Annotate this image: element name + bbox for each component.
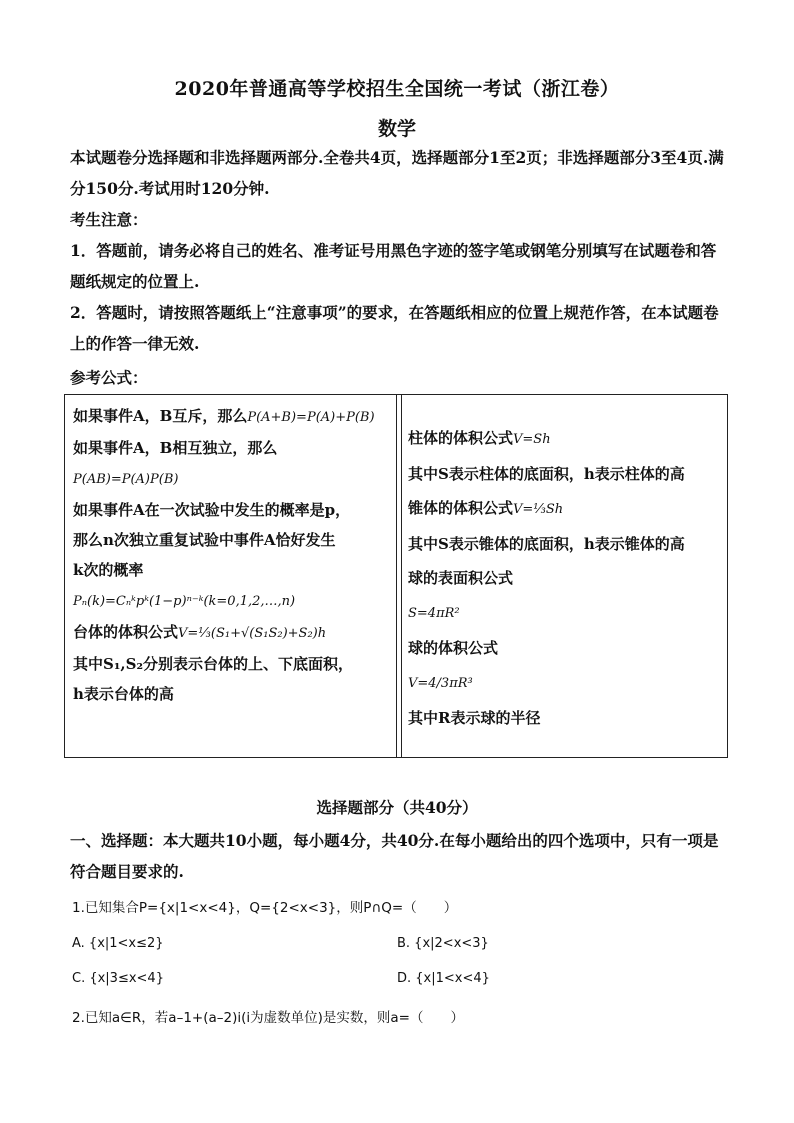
formula-math: P(AB)=P(A)P(B) (73, 472, 179, 487)
section-title: 选择题部分（共40分） (316, 798, 478, 817)
formula-text: 如果事件A在一次试验中发生的概率是p， (73, 501, 351, 519)
formula-math: Pₙ(k)=Cₙᵏpᵏ(1−p)ⁿ⁻ᵏ(k=0,1,2,…,n) (73, 594, 296, 609)
formula-line (73, 649, 390, 679)
formula-text: 如果事件A，B互斥，那么 (73, 407, 248, 425)
question-1-option-d: D. {x|1<x<4} (397, 971, 490, 986)
formula-line (408, 665, 723, 701)
formula-math: V=⅓Sh (513, 502, 564, 517)
formula-math: V=Sh (513, 432, 551, 447)
formula-table (64, 394, 728, 758)
formula-line (73, 463, 390, 495)
formula-text: 锥体的体积公式 (408, 499, 514, 517)
intro-paragraph: 本试题卷分选择题和非选择题两部分.全卷共4页，选择题部分1至2页；非选择题部分3至4页.满分150分.考试用时120分钟. (70, 148, 724, 198)
formula-line (73, 401, 390, 433)
question-2-stem: 2.已知a∈R，若a–1+(a–2)i(i为虚数单位)是实数，则a=（ ） (72, 1010, 464, 1026)
formula-line (73, 495, 390, 525)
formula-line (408, 421, 723, 457)
formula-line (73, 679, 390, 709)
formula-text: 其中R表示球的半径 (408, 709, 541, 727)
formula-math: S=4πR² (408, 606, 460, 621)
formula-line (408, 491, 723, 527)
exam-title: 2020年普通高等学校招生全国统一考试（浙江卷） (174, 78, 620, 100)
formula-line (73, 433, 390, 463)
formula-line (408, 527, 723, 561)
formula-text: 如果事件A，B相互独立，那么 (73, 439, 278, 457)
formula-math: P(A+B)=P(A)+P(B) (247, 410, 375, 425)
section-instructions: 一、选择题：本大题共10小题，每小题4分，共40分.在每小题给出的四个选项中，只有一项是符合题目要求的. (70, 831, 719, 881)
formula-text: 柱体的体积公式 (408, 429, 514, 447)
formula-line (408, 457, 723, 491)
formula-math: V=4/3πR³ (408, 676, 473, 691)
subject-title: 数学 (377, 118, 416, 140)
formula-line (408, 631, 723, 665)
formula-line (73, 585, 390, 617)
formula-text: 球的表面积公式 (408, 569, 514, 587)
formula-text: k次的概率 (73, 561, 144, 579)
formula-line (408, 595, 723, 631)
formula-text: 台体的体积公式 (73, 623, 179, 641)
formula-text: h表示台体的高 (73, 685, 174, 703)
formula-text: 那么n次独立重复试验中事件A恰好发生 (73, 531, 336, 549)
formula-text: 球的体积公式 (408, 639, 499, 657)
question-1-option-b: B. {x|2<x<3} (397, 936, 489, 951)
rule-2: 2．答题时，请按照答题纸上“注意事项”的要求，在答题纸相应的位置上规范作答，在本试题卷上的作答一律无效. (70, 303, 719, 353)
question-1-stem: 1.已知集合P={x|1<x<4}，Q={2<x<3}，则P∩Q=（ ） (72, 900, 458, 916)
question-1-option-a: A. {x|1<x≤2} (72, 936, 164, 951)
formula-math: V=⅓(S₁+√(S₁S₂)+S₂)h (178, 626, 327, 641)
formula-line (73, 555, 390, 585)
notice-heading: 考生注意： (70, 210, 148, 229)
formula-text: 其中S表示柱体的底面积，h表示柱体的高 (408, 465, 685, 483)
reference-heading: 参考公式： (70, 368, 148, 387)
formula-text: 其中S表示锥体的底面积，h表示锥体的高 (408, 535, 685, 553)
question-1-option-c: C. {x|3≤x<4} (72, 971, 164, 986)
formula-column-left (65, 395, 397, 757)
formula-line (73, 617, 390, 649)
formula-line (408, 701, 723, 735)
formula-text: 其中S₁,S₂分别表示台体的上、下底面积， (73, 655, 354, 673)
formula-line (408, 561, 723, 595)
formula-line (73, 525, 390, 555)
formula-column-right (401, 395, 727, 757)
rule-1: 1．答题前，请务必将自己的姓名、准考证号用黑色字迹的签字笔或钢笔分别填写在试题卷和答题纸规定的位置上. (70, 241, 717, 291)
